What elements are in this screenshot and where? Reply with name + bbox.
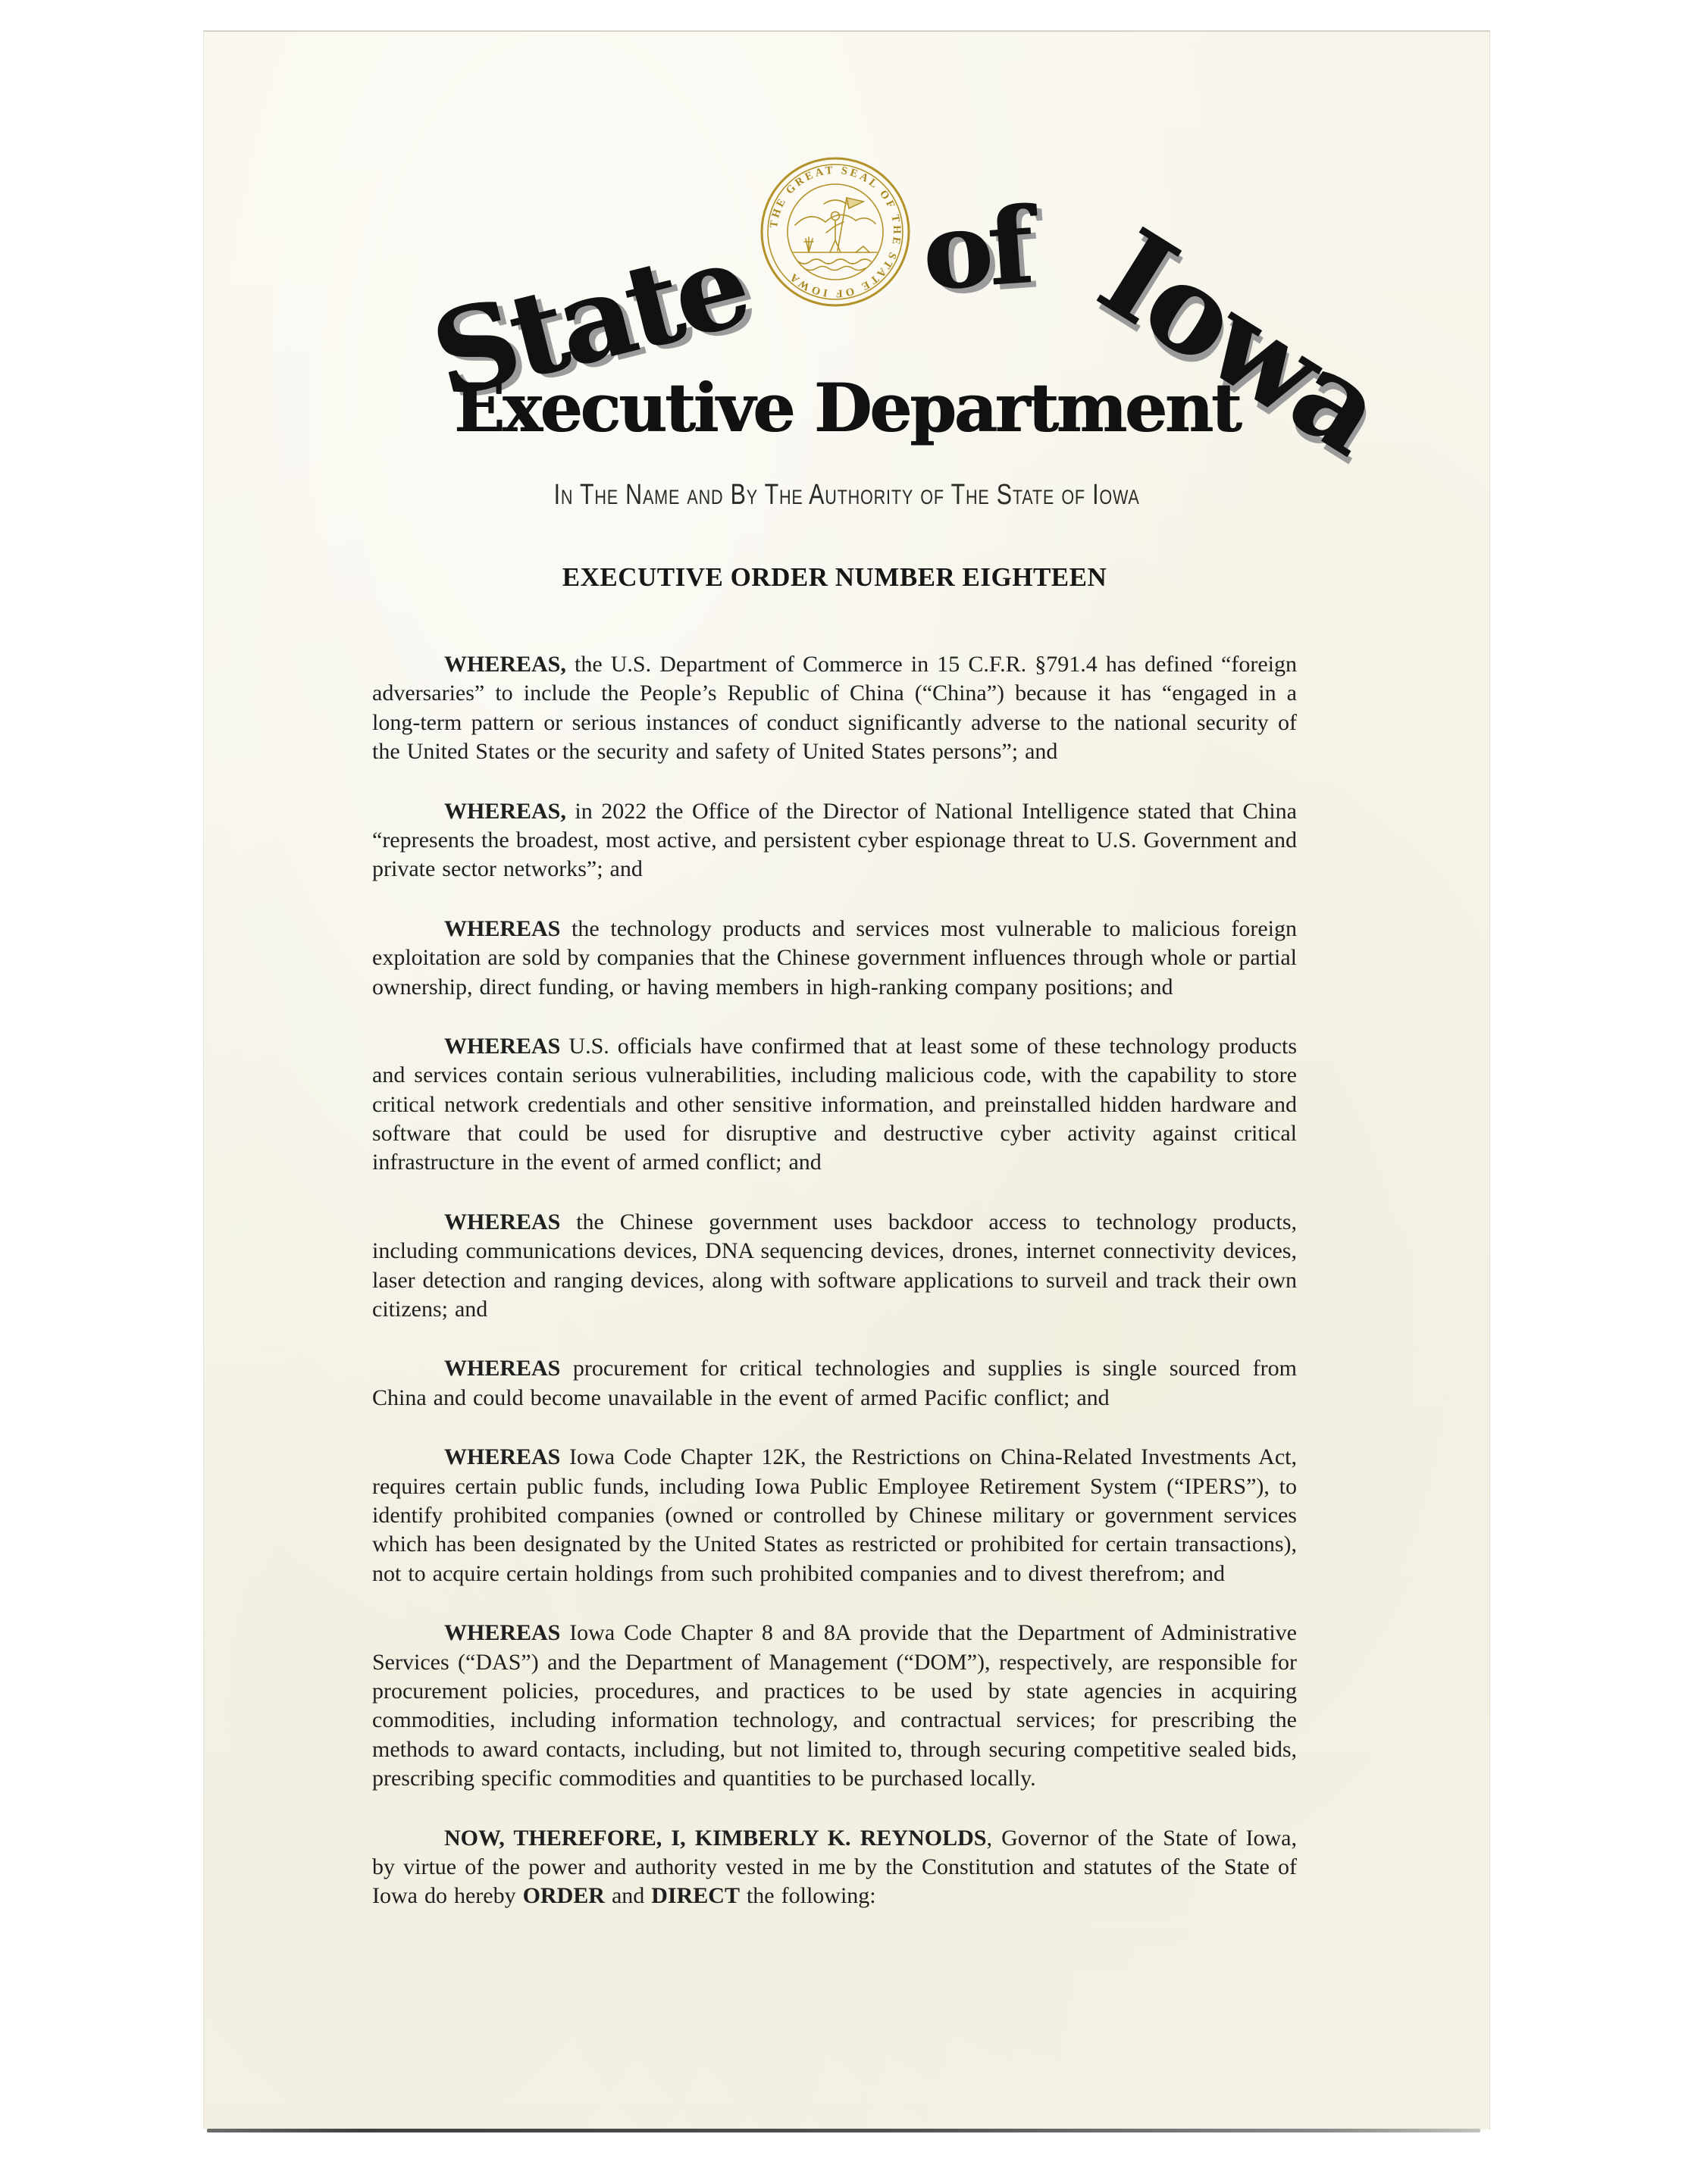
letterhead-of-word: of [918,183,1032,314]
executive-department-line: Executive Department [453,368,1240,447]
whereas-paragraph-8: WHEREAS Iowa Code Chapter 8 and 8A provide that the Department of Administrative Services (“DAS”) and the Department of Management (“DOM”), respectively, are responsible for procurement policies, procedures, and practices to be used by state agencies in acquiring commodities, including information technology, and contractual services; for prescribing the methods to award contacts, including, but not limited to, through securing competitive sealed bids, prescribing specific commodities and quantities to be purchased locally. [372,1620,1297,1791]
whereas-paragraph-3: WHEREAS the technology products and services most vulnerable to malicious foreign exploitation are sold by companies that the Chinese government influences through whole or partial ownership, direct funding, or having members in high-ranking company positions; and [372,915,1297,1000]
seal-ring-text: THE GREAT SEAL OF THE STATE OF IOWA [767,164,904,300]
whereas-paragraph-1: WHEREAS, the U.S. Department of Commerce in 15 C.F.R. §791.4 has defined “foreign adversaries” to include the People’s Republic of China (“China”) because it has “engaged in a long-term pattern or serious instances of conduct significantly adverse to the national security of the United States or the security and safety of United States persons”; and [372,652,1297,765]
authority-line: In The Name and By The Authority of The State of Iowa [553,479,1140,511]
order-body [372,562,1297,1942]
document-page [203,30,1490,2129]
letterhead-state-word: State [419,216,758,424]
whereas-paragraph-2: WHEREAS, in 2022 the Office of the Director of National Intelligence stated that China “represents the broadest, most active, and persistent cyber espionage threat to U.S. Government and private sector networks”; and [372,798,1297,882]
now-therefore-paragraph: NOW, THEREFORE, I, KIMBERLY K. REYNOLDS, Governor of the State of Iowa, by virtue of the power and authority vested in me by the Constitution and statutes of the State of Iowa do hereby ORDER and DIRECT the following: [372,1825,1297,1909]
order-title: EXECUTIVE ORDER NUMBER EIGHTEEN [562,562,1107,592]
iowa-state-seal-icon [759,155,912,308]
page-bottom-edge [207,2129,1480,2132]
whereas-paragraph-5: WHEREAS the Chinese government uses backdoor access to technology products, including communications devices, DNA sequencing devices, drones, internet connectivity devices, laser detection and ranging devices, along with software applications to surveil and track their own citizens; and [372,1209,1297,1322]
whereas-paragraph-6: WHEREAS procurement for critical technologies and supplies is single sourced from China and could become unavailable in the event of armed Pacific conflict; and [372,1356,1297,1410]
letterhead-iowa-word: Iowa [1076,202,1405,480]
whereas-paragraph-4: WHEREAS U.S. officials have confirmed that at least some of these technology products and services contain serious vulnerabilities, including malicious code, with the capability to store critical network credentials and other sensitive information, and preinstalled hidden hardware and software that could be used for disruptive and destructive cyber activity against critical infrastructure in the event of armed conflict; and [372,1033,1297,1175]
whereas-paragraph-7: WHEREAS Iowa Code Chapter 12K, the Restrictions on China-Related Investments Act, requires certain public funds, including Iowa Public Employee Retirement System (“IPERS”), to identify prohibited companies (owned or controlled by Chinese military or government services which has been designated by the United States as restricted or prohibited for certain transactions), not to acquire certain holdings from such prohibited companies and to divest therefrom; and [372,1444,1297,1586]
